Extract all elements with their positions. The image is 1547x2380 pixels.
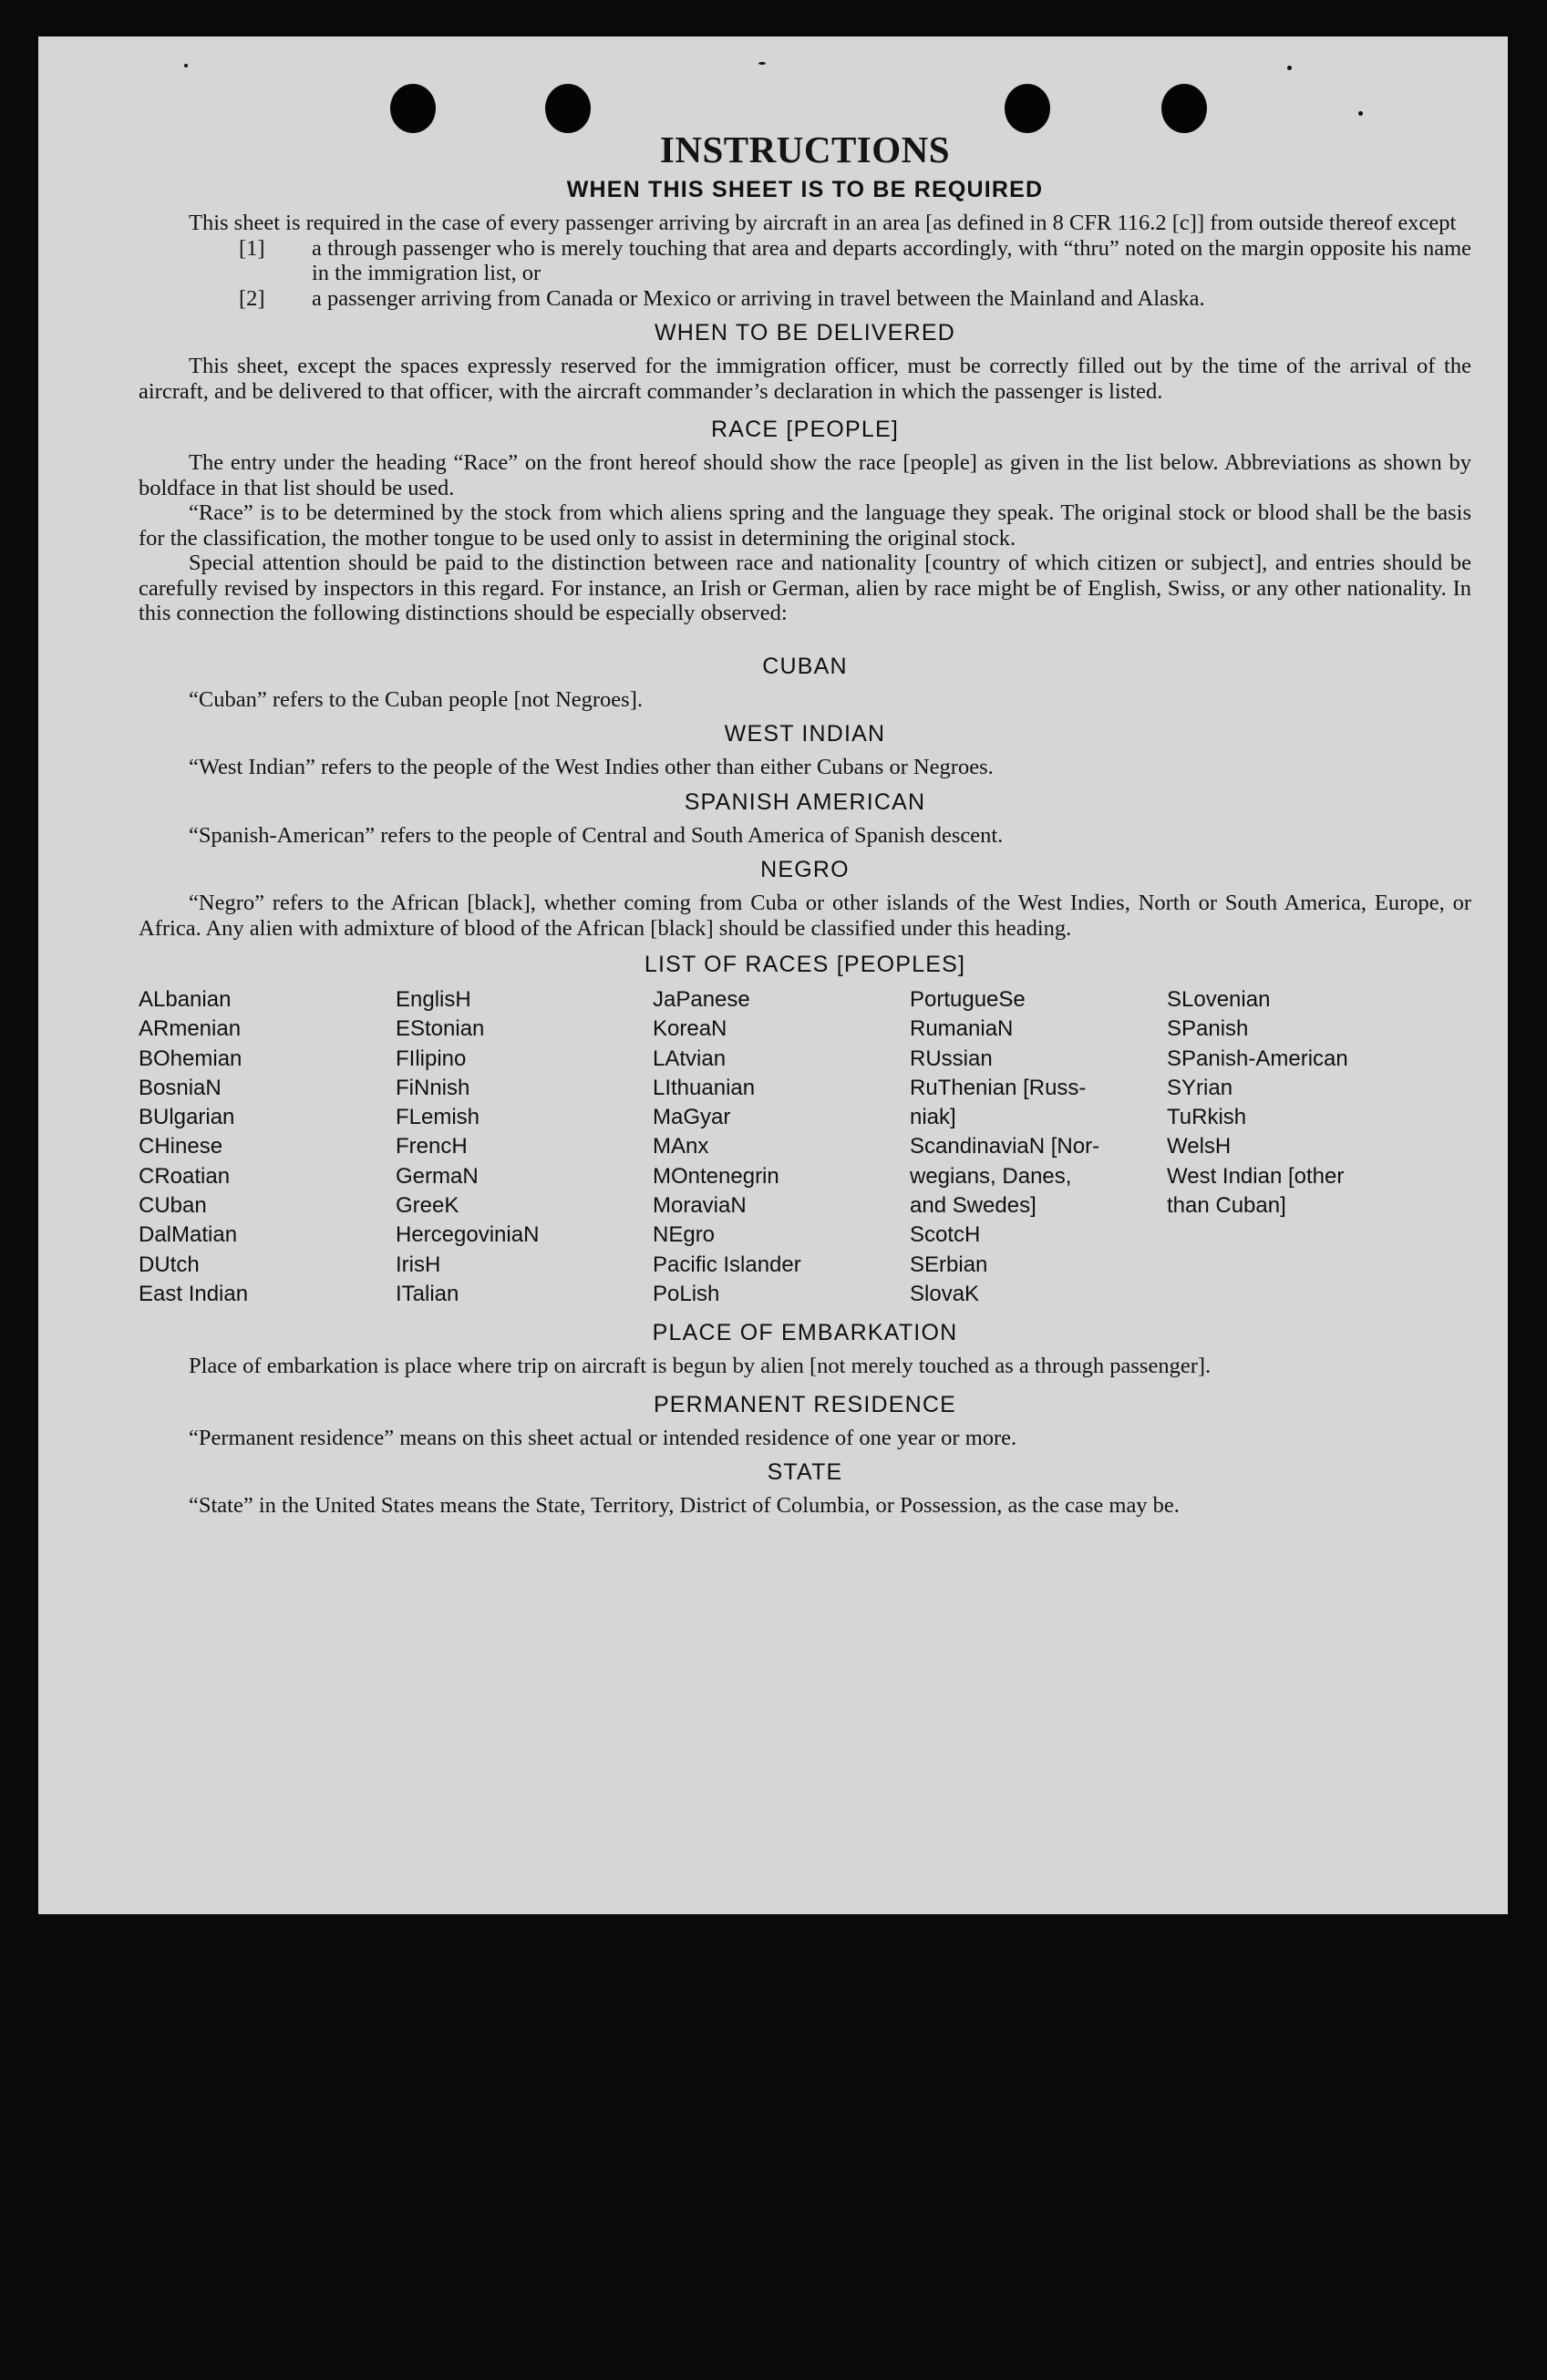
race-entry: RumaniaN (910, 1016, 1014, 1042)
speck (1358, 111, 1363, 116)
paragraph: This sheet is required in the case of every passenger arriving by aircraft in an area [as defined in 8 CFR 116.2 [c]] from outside thereof except (189, 211, 1457, 235)
clause-number: [1] (239, 235, 265, 261)
race-entry: SYrian (1167, 1075, 1233, 1100)
race-entry-continuation: niak] (910, 1105, 956, 1130)
races-column (139, 985, 396, 1309)
section-heading: LIST OF RACES [PEOPLES] (644, 952, 966, 977)
clause-item (139, 286, 1471, 312)
section-heading: STATE (767, 1459, 843, 1486)
race-entry: FLemish (396, 1105, 480, 1130)
section-heading: WHEN THIS SHEET IS TO BE REQUIRED (566, 177, 1044, 202)
races-column (1167, 985, 1440, 1309)
clause-item (139, 236, 1471, 286)
paragraph: “Spanish-American” refers to the people of Central and South America of Spanish descent. (189, 822, 1004, 848)
race-entry: BOhemian (139, 1046, 242, 1071)
race-entry: NEgro (653, 1222, 716, 1248)
paragraph: “West Indian” refers to the people of the West Indies other than either Cubans or Negroes. (189, 755, 994, 779)
section-heading: WEST INDIAN (724, 721, 886, 747)
race-entry: JaPanese (653, 987, 750, 1012)
race-entry: WelsH (1167, 1134, 1232, 1159)
races-list (139, 985, 1471, 1309)
race-entry: MoraviaN (653, 1193, 747, 1219)
races-column (910, 985, 1167, 1309)
race-entry: SlovaK (910, 1281, 980, 1306)
race-entry: SPanish (1167, 1016, 1249, 1042)
section-heading: PLACE OF EMBARKATION (652, 1320, 958, 1346)
race-entry: ITalian (396, 1281, 459, 1306)
speck (1287, 66, 1292, 70)
race-entry: RUssian (910, 1046, 993, 1071)
punch-hole (1005, 84, 1050, 133)
race-entry: CUban (139, 1193, 207, 1219)
race-entry: West Indian [other (1167, 1163, 1345, 1189)
race-entry: Pacific Islander (653, 1252, 801, 1277)
race-entry: ScandinaviaN [Nor- (910, 1134, 1100, 1159)
race-entry: LIthuanian (653, 1075, 756, 1100)
paragraph: Special attention should be paid to the distinction between race and nationality [country of which citizen or subject], and entries should be carefully revised by inspectors in this regard. For instance, an Irish or German, alien by race might be of English, Swiss, or any other nationality. In this connection the following distinctions should be especially observed: (139, 551, 1471, 625)
paragraph: Place of embarkation is place where trip on aircraft is begun by alien [not merely touched as a through passenger]. (189, 1354, 1212, 1379)
speck (758, 62, 766, 65)
race-entry: GreeK (396, 1193, 459, 1219)
race-entry: MaGyar (653, 1105, 731, 1130)
race-entry: SErbian (910, 1252, 988, 1277)
clause-number: [2] (239, 285, 265, 311)
race-entry: PortugueSe (910, 987, 1026, 1012)
race-entry: DalMatian (139, 1222, 238, 1248)
section-heading: CUBAN (762, 653, 848, 679)
page-title: INSTRUCTIONS (659, 129, 951, 170)
section-heading: RACE [PEOPLE] (711, 417, 899, 442)
document-page (38, 36, 1508, 1914)
race-entry: DUtch (139, 1252, 200, 1277)
race-entry: CHinese (139, 1134, 223, 1159)
race-entry: FrencH (396, 1134, 468, 1159)
punch-hole (390, 84, 436, 133)
race-entry-continuation: than Cuban] (1167, 1193, 1286, 1219)
races-column (653, 985, 910, 1309)
paragraph: The entry under the heading “Race” on the front hereof should show the race [people] as given in the list below. Abbreviations as shown by boldface in that list should be used. (139, 450, 1471, 500)
race-entry: EStonian (396, 1016, 485, 1042)
punch-hole (1161, 84, 1207, 133)
race-entry: East Indian (139, 1281, 249, 1306)
clause-text: a through passenger who is merely touching that area and departs accordingly, with “thru” noted on the margin opposite his name in the immigration list, or (312, 235, 1471, 285)
race-entry: EnglisH (396, 987, 471, 1012)
race-entry: KoreaN (653, 1016, 727, 1042)
race-entry: TuRkish (1167, 1105, 1247, 1130)
paragraph: “State” in the United States means the State, Territory, District of Columbia, or Possession, as the case may be. (189, 1493, 1180, 1519)
paragraph: “Negro” refers to the African [black], whether coming from Cuba or other islands of the West Indies, North or South America, Europe, or Africa. Any alien with admixture of blood of the African [black] should be classified under this heading. (139, 891, 1471, 941)
race-entry: RuThenian [Russ- (910, 1075, 1087, 1100)
race-entry: MAnx (653, 1134, 709, 1159)
race-entry: FiNnish (396, 1075, 470, 1100)
speck (184, 64, 188, 67)
race-entry: ARmenian (139, 1016, 242, 1042)
race-entry: ScotcH (910, 1222, 981, 1248)
race-entry: SLovenian (1167, 987, 1271, 1012)
race-entry-continuation: and Swedes] (910, 1193, 1036, 1219)
race-entry: MOntenegrin (653, 1163, 779, 1189)
race-entry: PoLish (653, 1281, 720, 1306)
race-entry: IrisH (396, 1252, 441, 1277)
race-entry: ALbanian (139, 987, 232, 1012)
section-heading: PERMANENT RESIDENCE (653, 1391, 957, 1417)
race-entry: FIlipino (396, 1046, 467, 1071)
paragraph: “Permanent residence” means on this sheet actual or intended residence of one year or more. (189, 1425, 1017, 1450)
instructions-content (139, 128, 1471, 1519)
section-heading: SPANISH AMERICAN (684, 788, 926, 815)
race-entry-continuation: wegians, Danes, (910, 1163, 1072, 1189)
race-entry: HercegoviniaN (396, 1222, 540, 1248)
paragraph: This sheet, except the spaces expressly reserved for the immigration officer, must be correctly filled out by the time of the arrival of the aircraft, and be delivered to that officer, with the aircraft commander’s declaration in which the passenger is listed. (139, 354, 1471, 404)
races-column (396, 985, 653, 1309)
race-entry: LAtvian (653, 1046, 727, 1071)
race-entry: BosniaN (139, 1075, 222, 1100)
section-heading: WHEN TO BE DELIVERED (654, 320, 956, 345)
race-entry: GermaN (396, 1163, 479, 1189)
race-entry: SPanish-American (1167, 1046, 1348, 1071)
section-heading: NEGRO (760, 857, 850, 882)
race-entry: CRoatian (139, 1163, 231, 1189)
punch-hole (545, 84, 591, 133)
paragraph: “Race” is to be determined by the stock from which aliens spring and the language they speak. The original stock or blood shall be the basis for the classification, the mother tongue to be used only to assist in determining the original stock. (139, 500, 1471, 551)
paragraph: “Cuban” refers to the Cuban people [not Negroes]. (189, 686, 643, 712)
race-entry: BUlgarian (139, 1105, 235, 1130)
clause-text: a passenger arriving from Canada or Mexico or arriving in travel between the Mainland and Alaska. (312, 285, 1205, 311)
